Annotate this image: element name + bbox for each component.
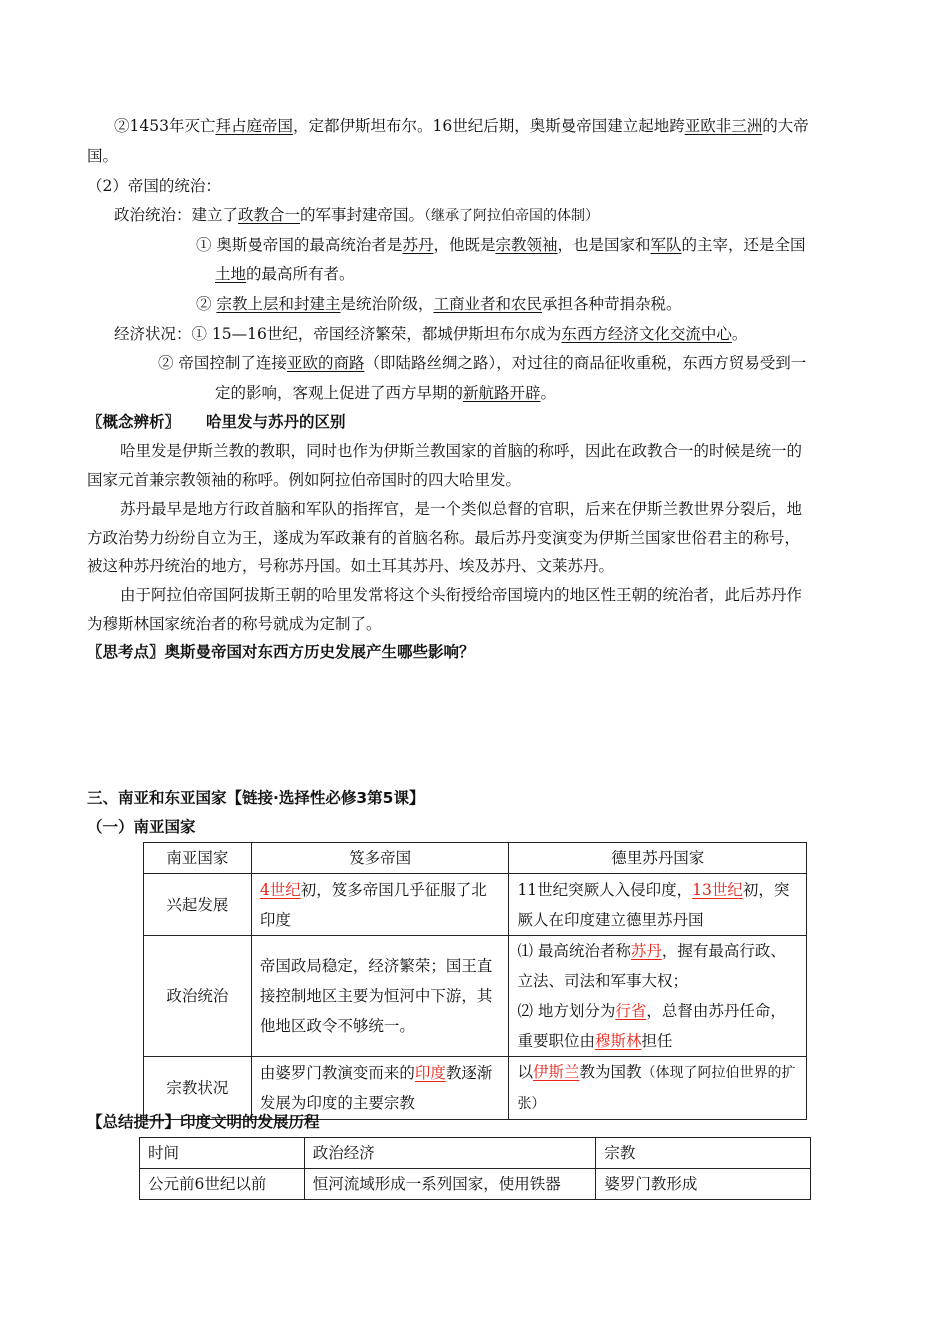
text: 经济状况：① 15—16世纪，帝国经济繁荣，都城伊斯坦布尔成为	[114, 325, 562, 343]
row-label: 政治统治	[144, 936, 252, 1057]
text: 苏丹最早是地方行政首脑和军队的指挥官，是一个类似总督的官职，后来在伊斯兰教世界分裂后，地	[120, 500, 803, 518]
text: 国。	[87, 147, 119, 165]
india-timeline-table	[139, 1137, 811, 1200]
text: （一）南亚国家	[87, 818, 196, 836]
concept-line-6	[120, 585, 802, 605]
text: 哈里发是伊斯兰教的教职，同时也作为伊斯兰教国家的首脑的称呼，因此在政教合一的时候是统一的	[120, 442, 803, 460]
highlight-term: 伊斯兰	[532, 1063, 580, 1081]
table-header-cell: 宗教	[596, 1138, 811, 1169]
text: ② 帝国控制了连接	[158, 354, 287, 372]
concept-line-1	[120, 441, 802, 461]
table-cell: 恒河流域形成一系列国家，使用铁器	[304, 1169, 596, 1200]
table-cell: 婆罗门教形成	[596, 1169, 811, 1200]
think-question: 奥斯曼帝国对东西方历史发展产生哪些影响？	[164, 643, 475, 661]
text: 11世纪突厥人入侵印度，	[517, 880, 693, 899]
empire-rule-heading	[87, 176, 221, 196]
underlined-term: 东西方经济文化交流中心	[561, 325, 732, 343]
text: ① 奥斯曼帝国的最高统治者是	[196, 236, 403, 254]
paragraph-ottoman-rise	[114, 116, 809, 136]
text: 的最高所有者。	[246, 265, 355, 283]
concept-line-7	[87, 614, 382, 634]
text: 【总结提升】印度文明的发展历程	[87, 1113, 320, 1131]
table-cell	[509, 1057, 807, 1120]
table-row	[144, 874, 807, 936]
cell-line	[517, 996, 798, 1056]
text: 教逐渐发展为印度的主要宗教	[259, 1064, 493, 1112]
table-cell	[251, 1057, 509, 1120]
table-cell: 帝国政局稳定，经济繁荣；国王直接控制地区主要为恒河中下游，其他地区政令不够统一。	[251, 936, 509, 1057]
text: ，定都伊斯坦布尔。16世纪后期，奥斯曼帝国建立起地跨	[292, 117, 685, 135]
text: 方政治势力纷纷自立为王，遂成为军政兼有的首脑名称。最后苏丹变演变为伊斯兰国家世俗君主的称号，	[87, 529, 801, 547]
section-3-title	[87, 788, 424, 808]
underlined-term: 土地	[215, 265, 247, 283]
think-tag: 〖思考点〗	[87, 643, 165, 661]
underlined-term: 工商业者和农民	[433, 295, 542, 313]
highlight-term: 穆斯林	[594, 1032, 642, 1050]
concept-title: 哈里发与苏丹的区别	[206, 413, 346, 431]
table-row	[140, 1138, 811, 1169]
text: ，总督由苏丹任命，重要职位由	[517, 1002, 786, 1050]
economy-line-2-cont	[215, 383, 556, 403]
table-header-cell: 政治经济	[304, 1138, 596, 1169]
table-cell	[509, 936, 807, 1057]
row-label: 宗教状况	[144, 1057, 252, 1120]
underlined-term: 政教合一	[238, 206, 301, 224]
text: ，也是国家和	[557, 236, 651, 254]
table-cell	[509, 874, 807, 936]
table-header-cell: 笈多帝国	[251, 843, 509, 874]
text: ，他既是	[433, 236, 496, 254]
text: 初，突厥人在印度建立德里苏丹国	[517, 880, 790, 929]
text: ⑴ 最高统治者称	[517, 942, 631, 960]
text: 由婆罗门教演变而来的	[259, 1064, 415, 1082]
concept-line-5	[87, 556, 614, 576]
underlined-term: 苏丹	[402, 236, 434, 254]
table-row	[144, 1057, 807, 1120]
table-header-cell: 时间	[140, 1138, 305, 1169]
table-row	[144, 843, 807, 874]
highlight-term: 行省	[615, 1002, 647, 1020]
text: ⑵ 地方划分为	[517, 1002, 616, 1020]
annotation-note: （继承了阿拉伯帝国的体制）	[424, 208, 600, 224]
highlight-term: 13世纪	[692, 880, 743, 899]
text: 担任	[641, 1032, 673, 1050]
underlined-term: 军队	[650, 236, 682, 254]
annotation-note: （体现了阿拉伯世界的扩张）	[517, 1065, 796, 1112]
text: ②	[196, 295, 217, 313]
concept-line-4	[87, 528, 800, 548]
table-cell	[251, 874, 509, 936]
political-rule-line	[114, 205, 599, 226]
text: ②1453年灭亡	[114, 117, 216, 135]
concept-tag: 〖概念辨析〗	[87, 413, 181, 431]
political-point-1-cont	[215, 264, 355, 284]
text: （2）帝国的统治：	[87, 177, 221, 195]
text: 是统治阶级，	[340, 295, 434, 313]
text: 国家元首兼宗教领袖的称呼。例如阿拉伯帝国时的四大哈里发。	[87, 471, 522, 489]
table-row	[144, 936, 807, 1057]
text: 的大帝	[762, 117, 809, 135]
highlight-term: 4世纪	[259, 880, 301, 899]
economy-line-2	[158, 353, 806, 373]
table-header-cell: 德里苏丹国家	[509, 843, 807, 874]
text: 三、南亚和东亚国家【链接·选择性必修3第5课】	[87, 789, 425, 807]
south-asia-table	[143, 842, 807, 1120]
table-row	[140, 1169, 811, 1200]
concept-heading	[87, 412, 346, 432]
highlight-term: 苏丹	[630, 942, 662, 960]
text: 由于阿拉伯帝国阿拔斯王朝的哈里发常将这个头衔授给帝国境内的地区性王朝的统治者，此后苏丹作	[120, 586, 803, 604]
text: 教为国教	[579, 1063, 642, 1081]
text: （即陆路丝绸之路），对过往的商品征收重税，东西方贸易受到一	[364, 354, 807, 372]
think-point	[87, 642, 475, 662]
cell-line	[517, 936, 798, 996]
text: 。	[731, 325, 748, 343]
text: 定的影响，客观上促进了西方早期的	[215, 384, 464, 402]
underlined-term: 亚欧的商路	[286, 354, 365, 372]
table-header-cell: 南亚国家	[144, 843, 252, 874]
underlined-term: 宗教上层和封建主	[216, 295, 341, 313]
summary-title	[87, 1112, 320, 1132]
political-point-1	[196, 235, 806, 255]
economy-line-1	[114, 324, 747, 344]
underlined-term: 拜占庭帝国	[215, 117, 293, 135]
text: 为穆斯林国家统治者的称号就成为定制了。	[87, 615, 382, 633]
text: 被这种苏丹统治的地方，号称苏丹国。如土耳其苏丹、埃及苏丹、文莱苏丹。	[87, 557, 615, 575]
underlined-term: 宗教领袖	[495, 236, 558, 254]
political-point-2	[196, 294, 682, 314]
text: 承担各种苛捐杂税。	[541, 295, 682, 313]
paragraph-ottoman-rise-cont	[87, 146, 118, 166]
text: ，握有最高行政、立法、司法和军事大权；	[517, 942, 786, 990]
highlight-term: 印度	[414, 1064, 446, 1082]
text: 以	[517, 1063, 533, 1081]
text: 政治统治：建立了	[114, 206, 239, 224]
concept-line-3	[120, 499, 802, 519]
concept-line-2	[87, 470, 521, 490]
underlined-term: 亚欧非三洲	[684, 117, 763, 135]
row-label: 兴起发展	[144, 874, 252, 936]
table-cell: 公元前6世纪以前	[140, 1169, 305, 1200]
text: 。	[540, 384, 557, 402]
section-3-sub-1	[87, 817, 196, 837]
text: 的军事封建帝国。	[300, 206, 425, 224]
text: 的主宰，还是全国	[681, 236, 806, 254]
text: 初，笈多帝国几乎征服了北印度	[259, 880, 487, 929]
underlined-term: 新航路开辟	[463, 384, 541, 402]
